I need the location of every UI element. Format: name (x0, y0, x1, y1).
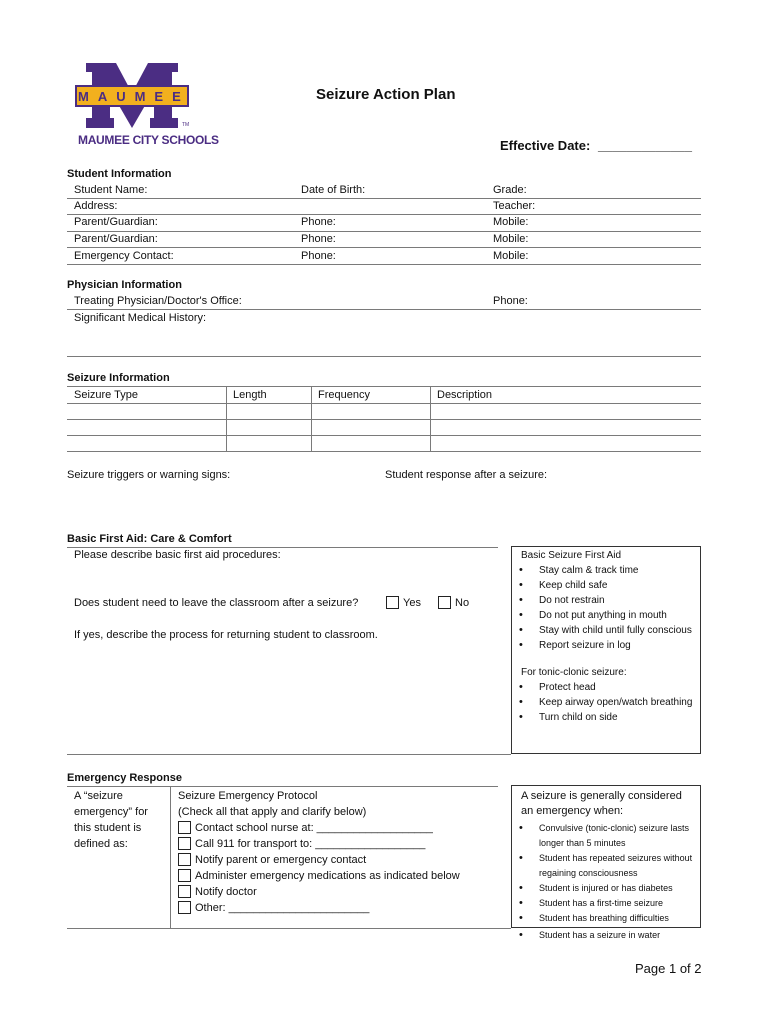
emergency-mobile-label[interactable]: Mobile: (493, 250, 529, 262)
first-aid-list (515, 563, 694, 653)
list-item: • Keep airway open/watch breathing (515, 695, 694, 710)
list-item: • Stay calm & track time (515, 563, 694, 578)
physician-phone-label[interactable]: Phone: (493, 295, 528, 307)
first-aid-heading: Basic First Aid: Care & Comfort (67, 533, 232, 545)
list-item: • Report seizure in log (515, 638, 694, 653)
parent1-mobile-label[interactable]: Mobile: (493, 216, 529, 228)
seizure-info-heading: Seizure Information (67, 372, 170, 384)
option-notify-doctor[interactable]: Notify doctor (178, 884, 460, 900)
teacher-label[interactable]: Teacher: (493, 200, 536, 212)
effective-date-blank[interactable]: _____________ (597, 138, 692, 153)
divider (67, 231, 701, 232)
divider (67, 264, 701, 265)
list-item: • Keep child safe (515, 578, 694, 593)
student-name-label[interactable]: Student Name: (74, 184, 148, 196)
emergency-phone-label[interactable]: Phone: (301, 250, 336, 262)
list-item: • Protect head (515, 680, 694, 695)
checkbox-icon (178, 885, 191, 898)
return-process-label[interactable]: If yes, describe the process for returning student to classroom. (74, 629, 378, 641)
parent1-label[interactable]: Parent/Guardian: (74, 216, 158, 228)
list-item: • Student has a seizure in water (515, 928, 694, 943)
list-item: • Student has breathing difficulties (515, 911, 694, 926)
emergency-sidebar-title: A seizure is generally considered an emergency when: (521, 790, 682, 817)
medical-history-label[interactable]: Significant Medical History: (74, 312, 207, 324)
option-other[interactable]: Other: _______________________ (178, 900, 460, 916)
checkbox-icon (178, 869, 191, 882)
col-length: Length (233, 389, 267, 401)
option-call-911[interactable]: Call 911 for transport to: __________________ (178, 836, 460, 852)
list-item: • Student has a first-time seizure (515, 896, 694, 911)
dob-label[interactable]: Date of Birth: (301, 184, 366, 196)
parent1-phone-label[interactable]: Phone: (301, 216, 336, 228)
option-notify-parent[interactable]: Notify parent or emergency contact (178, 852, 460, 868)
treating-physician-label[interactable]: Treating Physician/Doctor's Office: (74, 295, 242, 307)
divider (67, 247, 701, 248)
protocol-options (178, 820, 460, 916)
student-info-heading: Student Information (67, 168, 172, 180)
parent2-mobile-label[interactable]: Mobile: (493, 233, 529, 245)
tonic-clonic-title: For tonic-clonic seizure: (521, 667, 627, 678)
leave-classroom-question: Does student need to leave the classroom after a seizure? (74, 597, 359, 609)
list-item: • Do not put anything in mouth (515, 608, 694, 623)
first-aid-sidebar (511, 546, 701, 754)
emergency-definition-label[interactable]: A “seizure emergency” for this student is defined as: (74, 790, 148, 850)
option-contact-nurse[interactable]: Contact school nurse at: ___________________ (178, 820, 460, 836)
first-aid-sidebar-title: Basic Seizure First Aid (521, 550, 622, 561)
checkbox-icon (178, 821, 191, 834)
option-administer-meds[interactable]: Administer emergency medications as indicated below (178, 868, 460, 884)
page-number: Page 1 of 2 (635, 961, 702, 976)
list-item: • Turn child on side (515, 710, 694, 725)
list-item: • Student is injured or has diabetes (515, 881, 694, 896)
divider (67, 356, 701, 357)
grade-label[interactable]: Grade: (493, 184, 527, 196)
yes-label: Yes (403, 597, 421, 609)
emergency-criteria-list (515, 821, 694, 943)
effective-date-label: Effective Date: _____________ (500, 138, 692, 153)
col-seizure-type: Seizure Type (74, 389, 139, 401)
checkbox-icon (386, 596, 399, 609)
physician-info-heading: Physician Information (67, 279, 182, 291)
no-label: No (455, 597, 470, 609)
response-label[interactable]: Student response after a seizure: (385, 469, 548, 481)
logo-school-name: MAUMEE CITY SCHOOLS (78, 133, 219, 147)
checkbox-icon (438, 596, 451, 609)
parent2-phone-label[interactable]: Phone: (301, 233, 336, 245)
tonic-clonic-list (515, 680, 694, 725)
logo-tm: TM (182, 122, 190, 128)
checkbox-icon (178, 837, 191, 850)
logo-letters: MAUMEE (78, 89, 190, 104)
checkbox-icon (178, 901, 191, 914)
protocol-title: Seizure Emergency Protocol (178, 790, 318, 802)
first-aid-describe-label[interactable]: Please describe basic first aid procedures: (74, 549, 281, 561)
list-item: • Do not restrain (515, 593, 694, 608)
col-description: Description (437, 389, 493, 401)
list-item: • Stay with child until fully conscious (515, 623, 694, 638)
checkbox-icon (178, 853, 191, 866)
divider (67, 198, 701, 199)
emergency-contact-label[interactable]: Emergency Contact: (74, 250, 174, 262)
emergency-sidebar (511, 785, 701, 940)
protocol-subtitle: (Check all that apply and clarify below) (178, 806, 367, 818)
divider (67, 309, 701, 310)
school-logo (74, 60, 219, 150)
triggers-label[interactable]: Seizure triggers or warning signs: (67, 469, 231, 481)
emergency-heading: Emergency Response (67, 772, 182, 784)
yes-checkbox[interactable] (386, 596, 421, 609)
col-frequency: Frequency (318, 389, 370, 401)
list-item: • Convulsive (tonic-clonic) seizure lasts longer than 5 minutes (515, 821, 694, 851)
divider (67, 214, 701, 215)
address-label[interactable]: Address: (74, 200, 118, 212)
list-item: • Student has repeated seizures without regaining consciousness (515, 851, 694, 881)
page-title: Seizure Action Plan (316, 86, 456, 103)
parent2-label[interactable]: Parent/Guardian: (74, 233, 158, 245)
no-checkbox[interactable] (438, 596, 469, 609)
